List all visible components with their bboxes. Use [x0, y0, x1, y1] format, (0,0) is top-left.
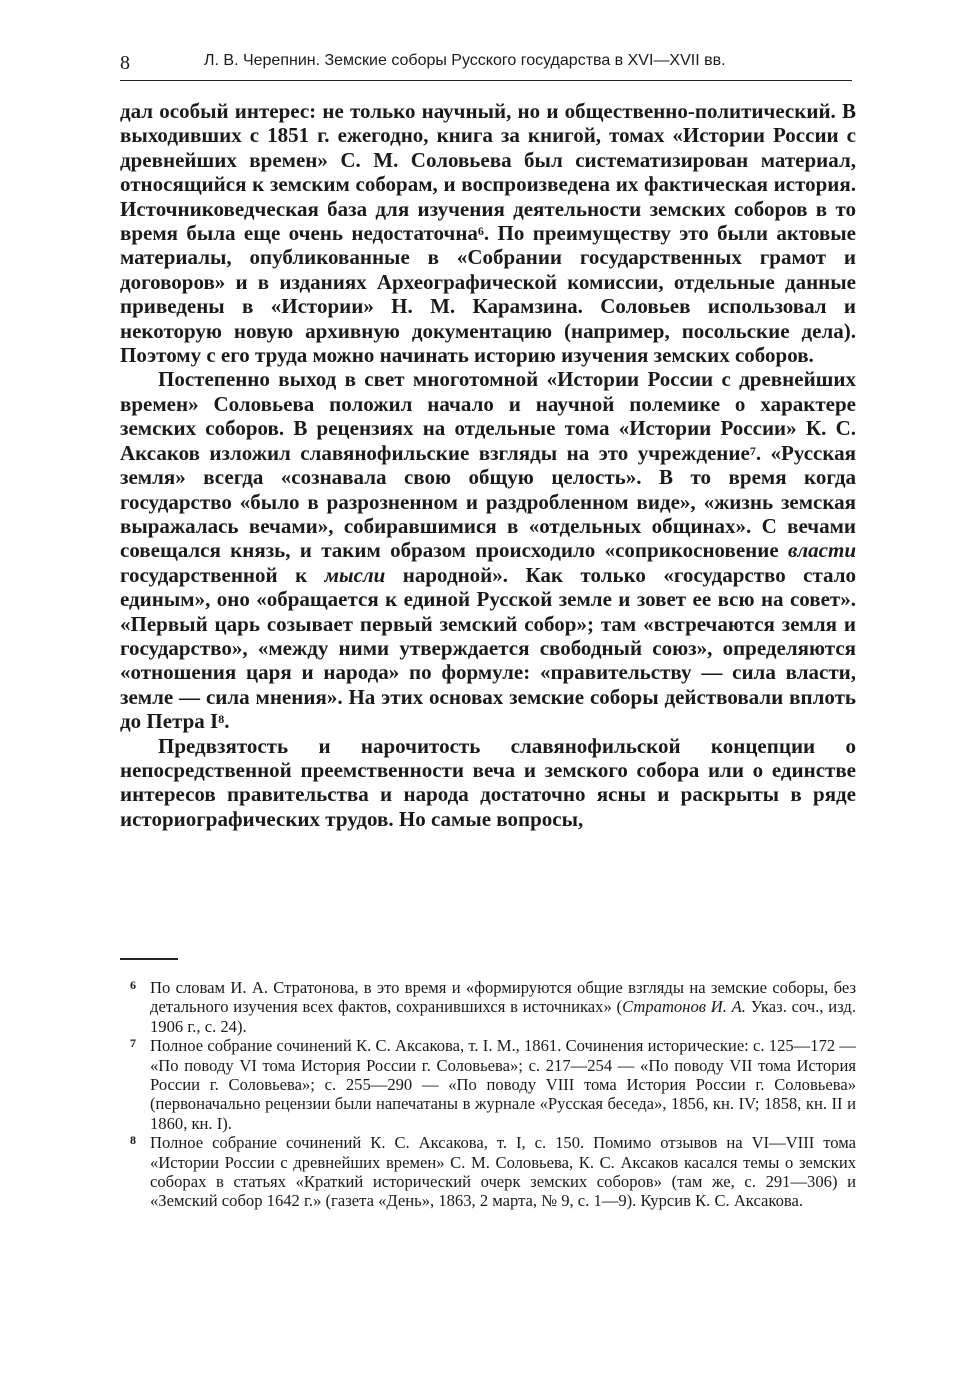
- paragraph-2-text-d: народной». Как только «государство стало единым», оно «обращается к единой Русской земле и зовет ее всю на совет». «Первый царь созывает первый земский собор»; там «встречаются земля и государство», «между ними утверждается свободный союз», определяются «отношения царя и народа» по формуле: «правительству — сила власти, земле — сила мнения». На этих основах земские соборы действовали вплоть до Петра I: [120, 562, 857, 734]
- paragraph-2-text-c: государственной к: [120, 562, 325, 587]
- footnote-mark: 6: [130, 978, 136, 992]
- footnote-6: [120, 978, 856, 1036]
- paragraph-1-text-b: . По преимуществу это были актовые материалы, опубликованные в «Собрании государственных грамот и договоров» и в изданиях Археографической комиссии, отдельные данные приведены в «Истории» Н. М. Карамзина. Соловьев использовал и некоторую новую архивную документацию (например, посольские дела). Поэтому с его труда можно начинать историю изучения земских соборов.: [120, 221, 856, 368]
- footnote-mark: 7: [130, 1036, 136, 1051]
- footnote-ref-6: 6: [477, 224, 484, 239]
- paragraph-2-text-a: Постепенно выход в свет многотомной «Истории России с древнейших времен» Соловьева положил начало и научной полемике о характере земских соборов. В рецензиях на отдельные тома «Истории России» К. С. Аксаков изложил славянофильские взгляды на это учреждение: [120, 367, 856, 465]
- page-number: 8: [120, 52, 130, 74]
- footnote-text: Полное собрание сочинений К. С. Аксакова, т. I, с. 150. Помимо отзывов на VI—VIII тома «Истории России с древнейших времен» С. М. Соловьева, К. С. Аксаков касался темы о земских соборах в статьях «Краткий исторический очерк земских соборов» (там же, с. 291—306) и «Земский собор 1642 г.» (газета «День», 1863, 2 марта, № 9, с. 1—9). Курсив К. С. Аксакова.: [150, 1133, 856, 1211]
- paragraph-2-text-b: . «Русская земля» всегда «сознавала свою общую целость». В то время когда государство «было в разрозненном и раздробленном виде», «жизнь земская выражалась вечами», собиравшимися в «отдельных общинах». С вечами совещался князь, и таким образом происходило «соприкосновение: [120, 440, 856, 563]
- paragraph-3: [120, 734, 856, 832]
- paragraph-2-text-e: .: [224, 709, 230, 734]
- footnote-text: По словам И. А. Стратонова, в это время и «формируются общие взгляды на земские соборы, без детального изучения всех фактов, сохранившихся в источниках» (: [150, 978, 856, 1017]
- footnote-ref-8: 8: [218, 712, 225, 727]
- footnote-author: Стратонов И. А.: [622, 997, 746, 1017]
- footnote-ref-7: 7: [749, 443, 756, 458]
- footnote-mark: 8: [130, 1133, 136, 1148]
- paragraph-1: [120, 99, 856, 367]
- running-title: Л. В. Черепнин. Земские соборы Русского государства в XVI—XVII вв.: [204, 52, 726, 69]
- footnote-7: [120, 1036, 856, 1133]
- running-header: [120, 46, 852, 81]
- footnote-text: Указ. соч., изд. 1906 г., с. 24).: [150, 997, 857, 1036]
- main-text: [120, 99, 856, 831]
- footnote-8: [120, 1133, 856, 1211]
- paragraph-1-text-a: дал особый интерес: не только научный, но и общественно-политический. В выходивших с 1851 г. ежегодно, книга за книгой, томах «Истории России с древнейших времен» С. М. Соловьева был систематизирован материал, относящийся к земским соборам, и воспроизведена их фактическая история. Источниковедческая база для изучения деятельности земских соборов в то время была еще очень недостаточна: [120, 99, 856, 246]
- footnote-divider: [120, 958, 178, 960]
- paragraph-2: [120, 367, 856, 733]
- footnote-text: Полное собрание сочинений К. С. Аксакова, т. I. М., 1861. Сочинения исторические: с. 125—172 — «По поводу VI тома История России г. Соловьева»; с. 217—254 — «По поводу VII тома История России г. Соловьева»; с. 255—290 — «По поводу VIII тома История России г. Соловьева» (первоначально рецензии были напечатаны в журнале «Русская беседа», 1856, кн. IV; 1858, кн. II и 1860, кн. I).: [150, 1036, 856, 1133]
- emphasis-mysli: мысли: [324, 562, 386, 587]
- paragraph-3-text: Предвзятость и нарочитость славянофильской концепции о непосредственной преемственности веча и земского собора или о единстве интересов правительства и народа достаточно ясны и раскрыты в ряде историографических трудов. Но самые вопросы,: [120, 733, 856, 831]
- emphasis-vlasti: власти: [788, 538, 856, 563]
- footnotes: [120, 978, 856, 1211]
